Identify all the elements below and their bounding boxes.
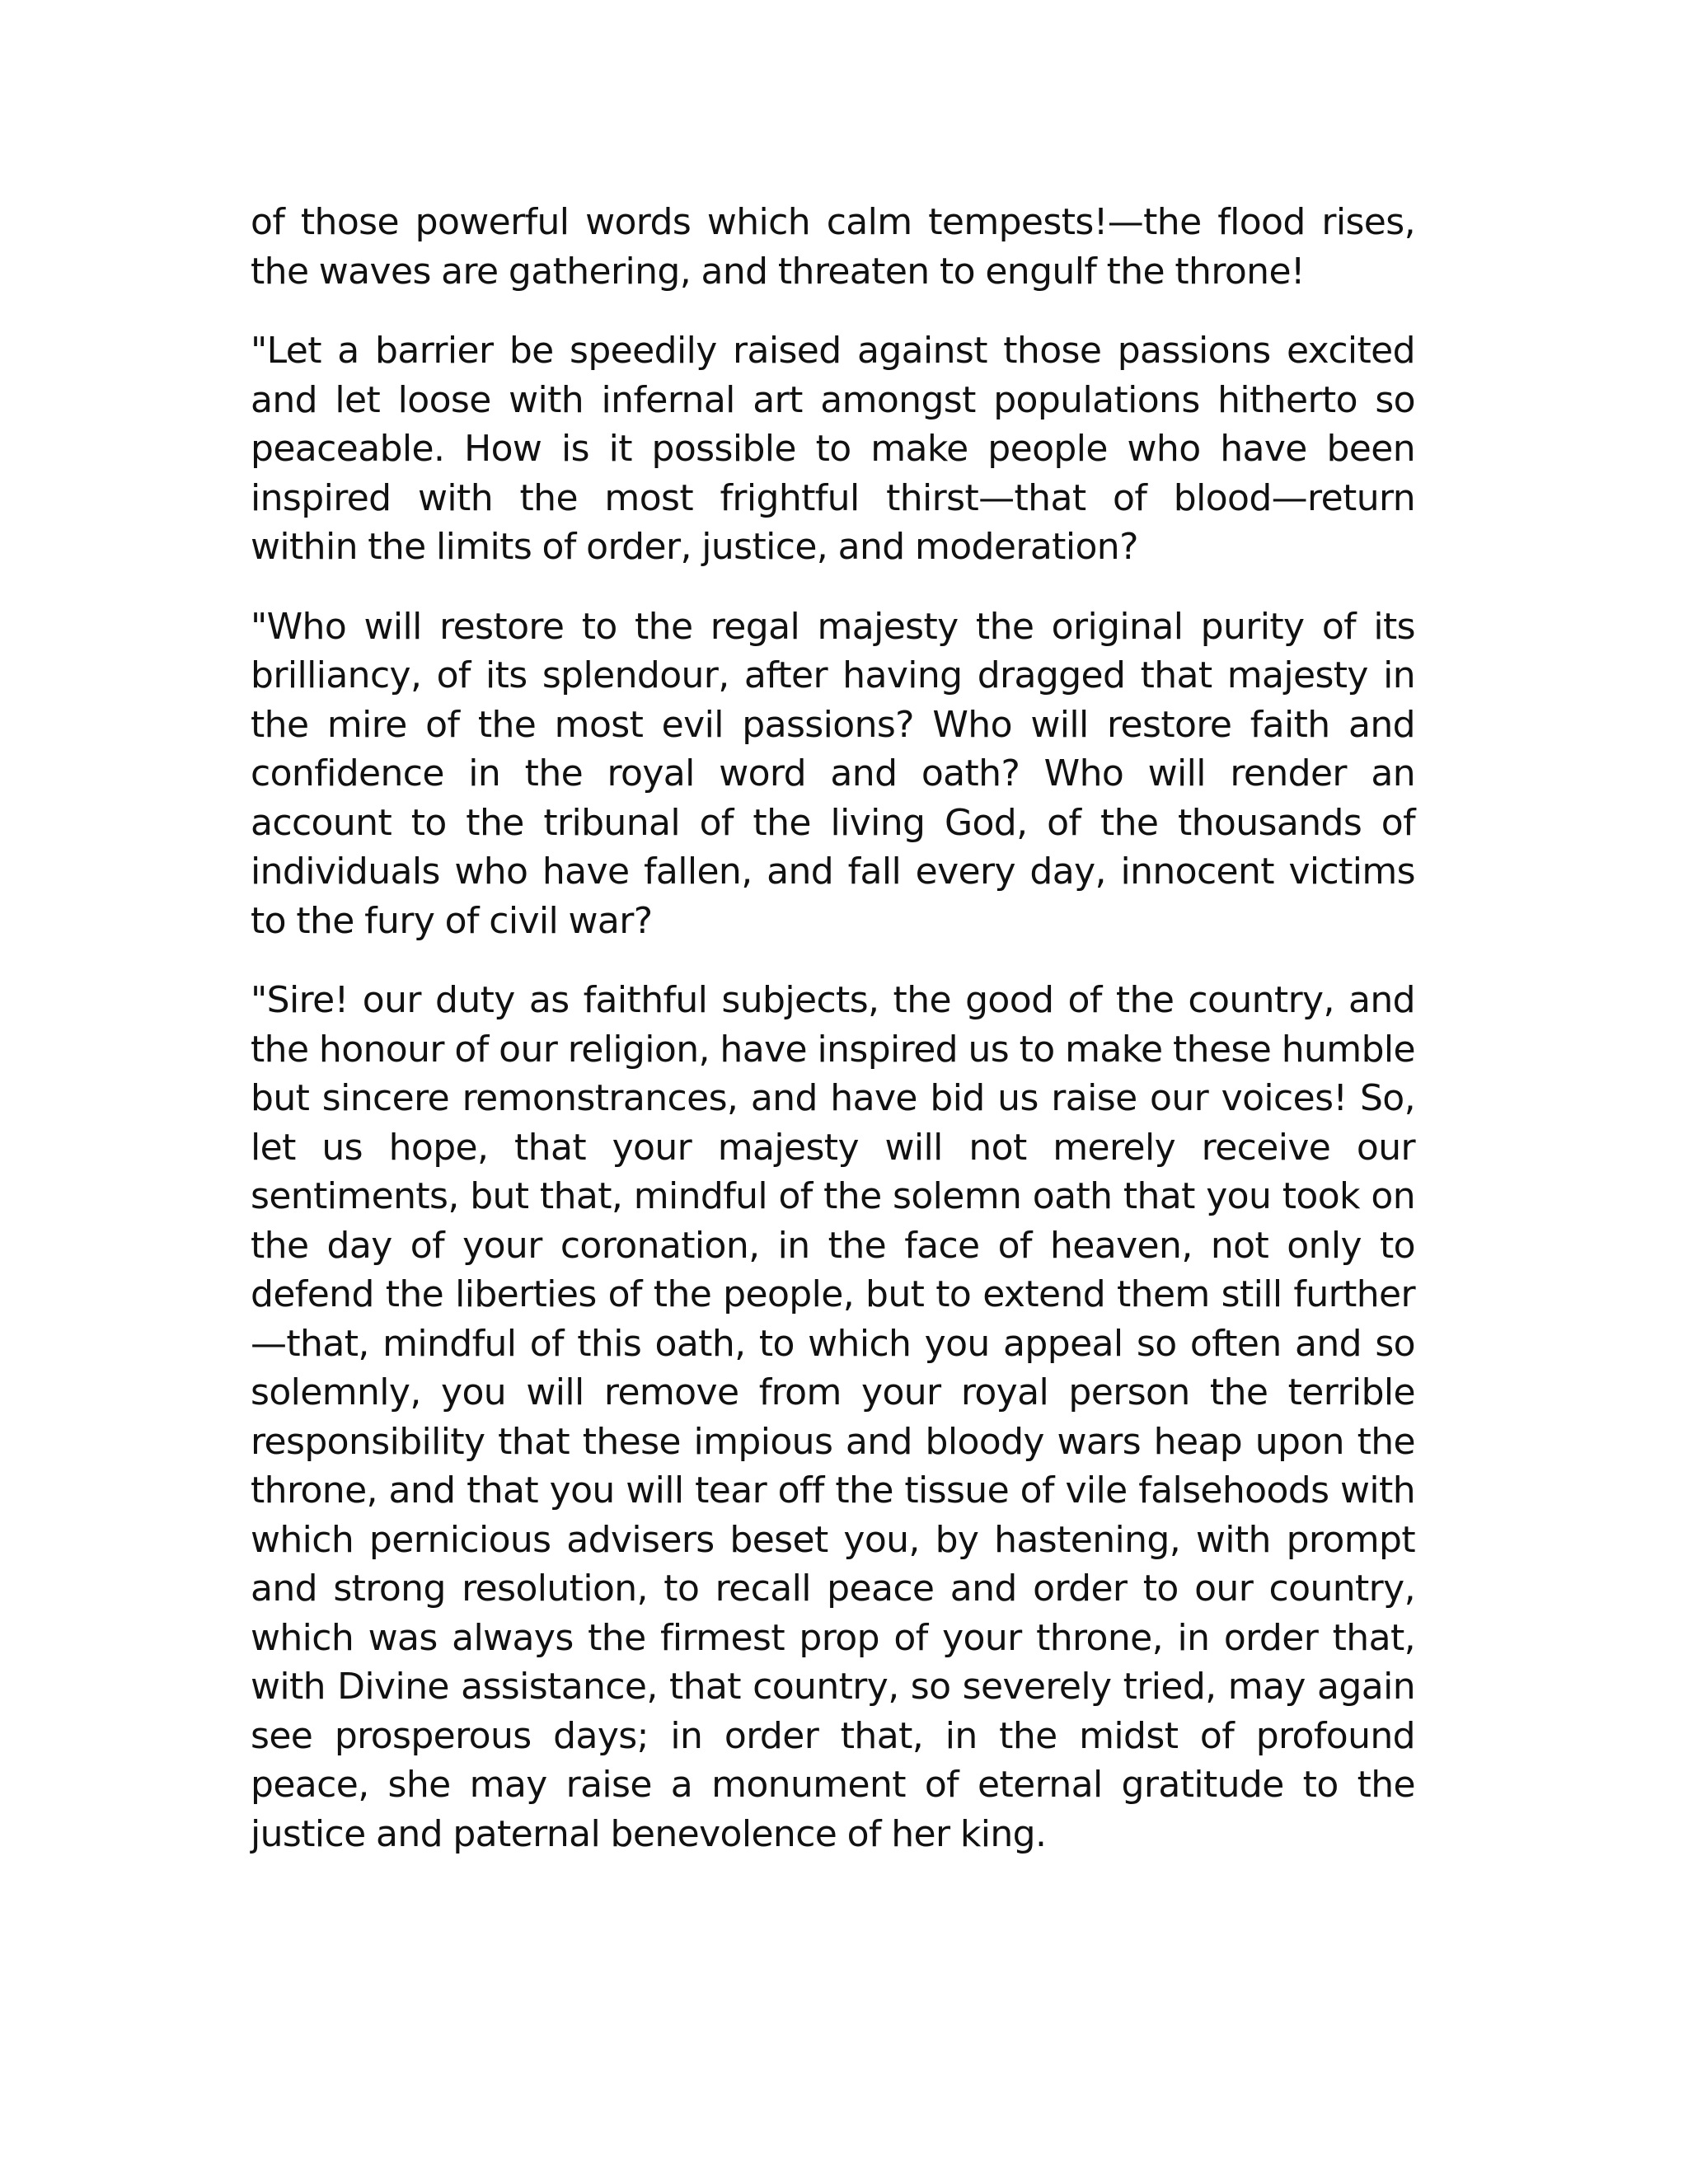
paragraph-3: "Who will restore to the regal majesty the original purity of its brilliancy, of its splendour, after having dragged that majesty in the mire of the most evil passions? Who will restore faith and confidence in the royal word and oath? Who will render an account to the tribunal of the living God, of the thousands of individuals who have fallen, and fall every day, innocent victims to the fury of civil war?	[251, 605, 1415, 942]
paragraph-1: of those powerful words which calm tempests!—the flood rises, the waves are gathering, and threaten to engulf the throne!	[251, 201, 1415, 293]
paragraph-2: "Let a barrier be speedily raised against those passions excited and let loose with infernal art amongst populations hitherto so peaceable. How is it possible to make people who have been inspired with the most frightful thirst—that of blood—return within the limits of order, justice, and moderation?	[251, 330, 1415, 568]
body-text	[251, 198, 1415, 1889]
paragraph-4: "Sire! our duty as faithful subjects, the good of the country, and the honour of our religion, have inspired us to make these humble but sincere remonstrances, and have bid us raise our voices! So, let us hope, that your majesty will not merely receive our sentiments, but that, mindful of the solemn oath that you took on the day of your coronation, in the face of heaven, not only to defend the liberties of the people, but to extend them still further—that, mindful of this oath, to which you appeal so often and so solemnly, you will remove from your royal person the terrible responsibility that these impious and bloody wars heap upon the throne, and that you will tear off the tissue of vile falsehoods with which pernicious advisers beset you, by hastening, with prompt and strong resolution, to recall peace and order to our country, which was always the firmest prop of your throne, in order that, with Divine assistance, that country, so severely tried, may again see prosperous days; in order that, in the midst of profound peace, she may raise a monument of eternal gratitude to the justice and paternal benevolence of her king.	[251, 979, 1415, 1855]
